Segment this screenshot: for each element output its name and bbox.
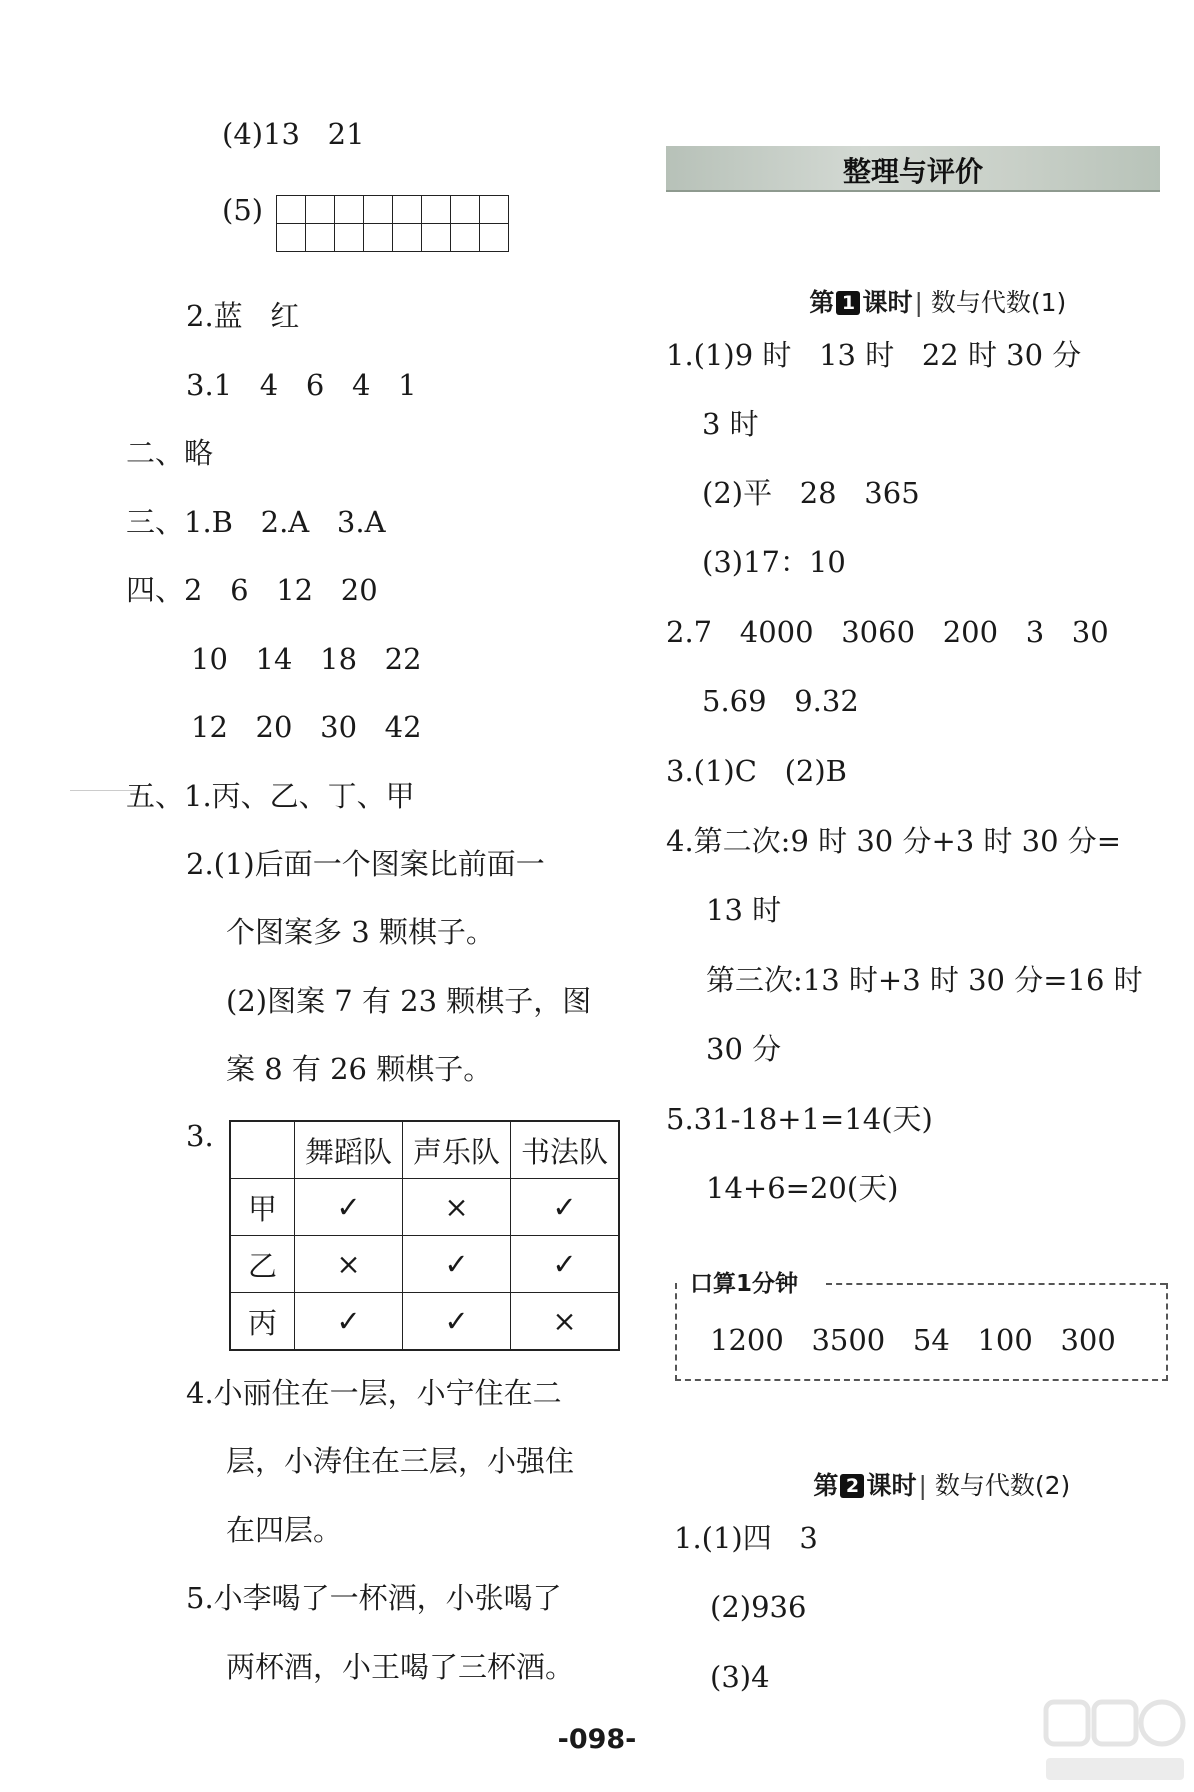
table-row [230,1293,619,1351]
row-name: 乙 [230,1236,295,1293]
lesson-number-badge: 2 [840,1474,864,1498]
lesson-heading-1 [792,254,1066,319]
answer-5-label: (5) [222,193,264,227]
answer-5-grid [276,195,509,252]
section-5-q1: 五、1.丙、乙、丁、甲 [126,779,415,813]
r-answer-1-line1: 1.(1)9 时 13 时 22 时 30 分 [666,338,1082,372]
table-header: 书法队 [511,1121,620,1179]
team-table [229,1120,620,1351]
table-cell: ✓ [511,1236,620,1293]
lesson-heading-2 [796,1437,1070,1502]
section-5-q4-line1: 4.小丽住在一层，小宁住在二 [186,1376,562,1410]
oral-calc-values: 1200 3500 54 100 300 [710,1323,1116,1357]
table-cell: ✓ [511,1179,620,1236]
section-5-q4-line2: 层，小涛住在三层，小强住 [226,1444,575,1478]
lesson-prefix: 第 [809,288,835,317]
table-cell: ✓ [403,1236,511,1293]
section-5-q3-label: 3. [186,1119,214,1153]
table-cell: ✓ [403,1293,511,1351]
table-cell: × [511,1293,620,1351]
oral-calc-title: 口算1分钟 [690,1271,799,1297]
banner-title: 整理与评价 [842,155,983,188]
lesson-prefix: 第 [813,1471,839,1500]
r-answer-3: 3.(1)C (2)B [666,754,847,788]
r-answer-1-line2: 3 时 [702,407,759,441]
r2-answer-1-line3: (3)4 [710,1660,770,1694]
section-5-q2-line3: (2)图案 7 有 23 颗棋子，图 [226,984,592,1018]
lesson-number-badge: 1 [836,291,860,315]
section-5-q2-line2: 个图案多 3 颗棋子。 [226,915,495,949]
lesson-title: 数与代数(1) [930,288,1067,317]
section-3: 三、1.B 2.A 3.A [126,505,386,539]
table-header: 舞蹈队 [295,1121,403,1179]
answer-4: (4)13 21 [222,117,365,151]
lesson-suffix: 课时 [866,1471,917,1500]
r-answer-1-line4: (3)17：10 [702,545,846,579]
table-cell: × [295,1236,403,1293]
r-answer-5-line1: 5.31-18+1=14(天) [666,1102,933,1136]
r2-answer-1-line1: 1.(1)四 3 [674,1521,818,1555]
section-4-row2: 10 14 18 22 [191,642,422,676]
answer-colors: 2.蓝 红 [186,299,300,333]
oral-calc-box-top [826,1283,1166,1285]
section-2: 二、略 [126,436,214,470]
r-answer-4-line4: 30 分 [706,1032,782,1066]
answer-sequence: 3.1 4 6 4 1 [186,368,417,402]
lesson-separator: | [914,288,923,317]
r-answer-4-line2: 13 时 [706,893,782,927]
row-name: 丙 [230,1293,295,1351]
section-5-q5-line1: 5.小李喝了一杯酒，小张喝了 [186,1581,562,1615]
r-answer-4-line1: 4.第二次:9 时 30 分+3 时 30 分= [666,824,1122,858]
page-number: -098- [557,1724,637,1755]
table-cell: ✓ [295,1179,403,1236]
r-answer-1-line3: (2)平 28 365 [702,476,920,510]
row-name: 甲 [230,1179,295,1236]
section-4-row1: 四、2 6 12 20 [126,573,378,607]
r-answer-2-line2: 5.69 9.32 [702,684,859,718]
r-answer-5-line2: 14+6=20(天) [706,1171,899,1205]
table-cell: × [403,1179,511,1236]
table-corner [230,1121,295,1179]
section-5-q2-line4: 案 8 有 26 颗棋子。 [226,1052,493,1086]
table-row [230,1179,619,1236]
r-answer-2-line1: 2.7 4000 3060 200 3 30 [666,615,1109,649]
table-header-row [230,1121,619,1179]
lesson-title: 数与代数(2) [934,1471,1071,1500]
table-header: 声乐队 [403,1121,511,1179]
watermark-logo-icon [1040,1692,1190,1788]
table-cell: ✓ [295,1293,403,1351]
lesson-suffix: 课时 [862,288,913,317]
r2-answer-1-line2: (2)936 [710,1590,807,1624]
lesson-separator: | [918,1471,927,1500]
section-5-q4-line3: 在四层。 [226,1513,343,1547]
section-banner [666,146,1160,192]
table-row [230,1236,619,1293]
section-5-q5-line2: 两杯酒，小王喝了三杯酒。 [226,1650,575,1684]
r-answer-4-line3: 第三次:13 时+3 时 30 分=16 时 [706,963,1143,997]
section-5-q2-line1: 2.(1)后面一个图案比前面一 [186,847,545,881]
section-4-row3: 12 20 30 42 [191,710,422,744]
